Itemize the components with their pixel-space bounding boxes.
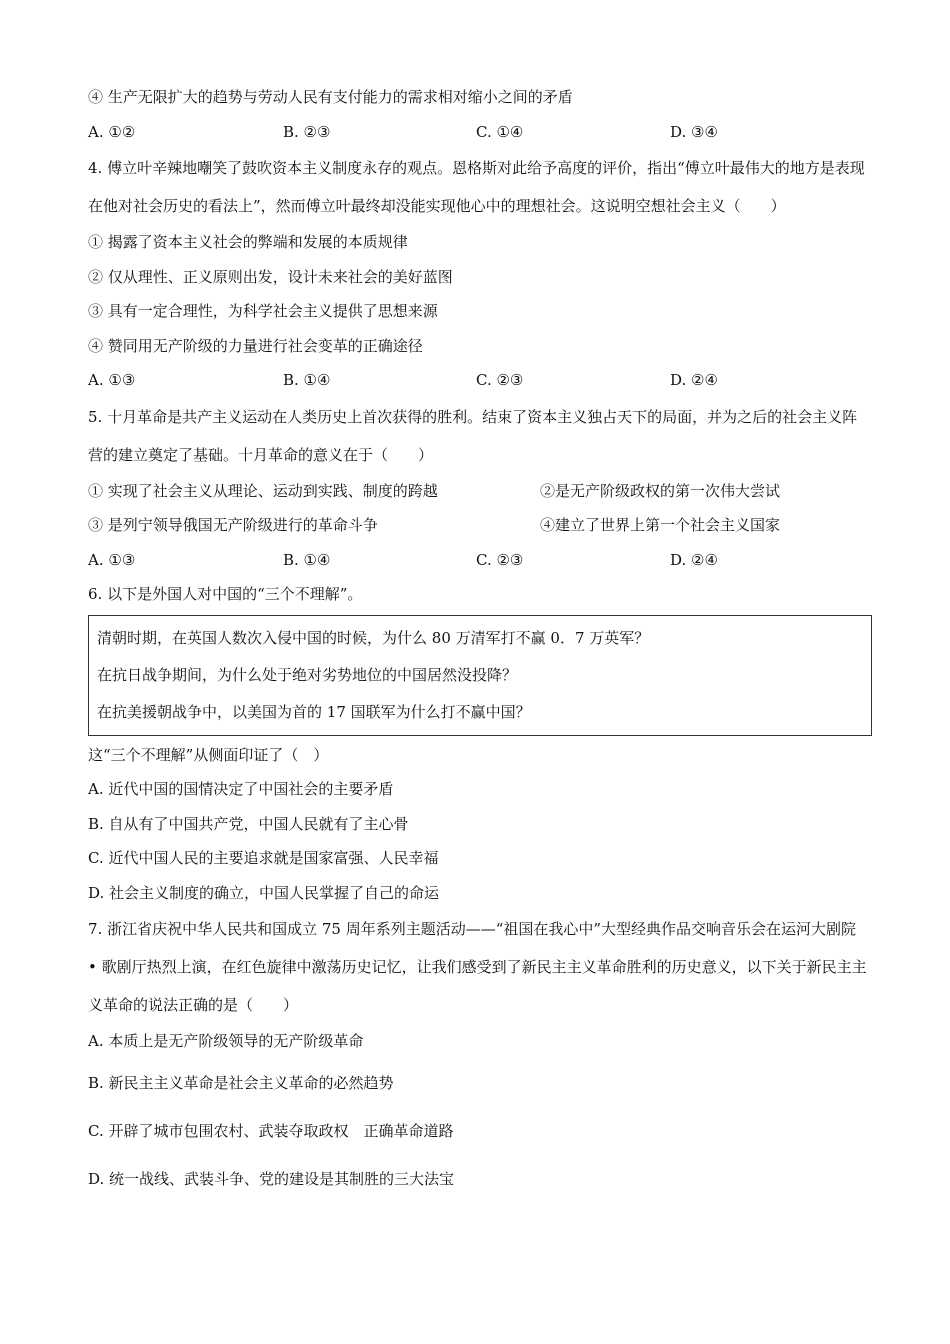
q6-box-line-2: 在抗日战争期间，为什么处于绝对劣势地位的中国居然没投降？	[97, 665, 518, 684]
q5-item-2: ②是无产阶级政权的第一次伟大尝试	[540, 481, 781, 500]
q7-stem: 7. 浙江省庆祝中华人民共和国成立 75 周年系列主题活动——“祖国在我心中”大型经典作品交响音乐会在运河大剧院 • 歌剧厅热烈上演，在红色旋律中激荡历史记忆，让我们感受到了新民主主义革命胜利的历史意义，以下关于新民主主义革命的说法正确的是（ ）	[88, 920, 867, 1014]
q4-options	[88, 363, 868, 398]
exam-page	[88, 80, 868, 1203]
q5-option-d[interactable]: D. ②④	[670, 550, 718, 569]
q3-option-c[interactable]: C. ①④	[476, 122, 524, 141]
q5-item-4: ④建立了世界上第一个社会主义国家	[540, 516, 781, 534]
q4-option-a[interactable]: A. ①③	[88, 371, 136, 389]
q7-option-a[interactable]: A. 本质上是无产阶级领导的无产阶级革命	[88, 1032, 364, 1050]
q6-option-c[interactable]: C. 近代中国人民的主要追求就是国家富强、人民幸福	[88, 849, 439, 867]
q5-option-c[interactable]: C. ②③	[476, 550, 524, 569]
q4-option-b[interactable]: B. ①④	[283, 371, 331, 389]
q4-item-4: ④ 赞同用无产阶级的力量进行社会变革的正确途径	[88, 336, 423, 355]
q4-item-3: ③ 具有一定合理性，为科学社会主义提供了思想来源	[88, 302, 438, 320]
q6-option-b[interactable]: B. 自从有了中国共产党，中国人民就有了主心骨	[88, 814, 409, 833]
q7-option-d[interactable]: D. 统一战线、武装斗争、党的建设是其制胜的三大法宝	[88, 1169, 455, 1188]
q6-box-line-3: 在抗美援朝战争中，以美国为首的 17 国联军为什么打不赢中国？	[97, 702, 531, 721]
q5-item-3: ③ 是列宁领导俄国无产阶级进行的革命斗争	[88, 516, 378, 534]
q4-option-c[interactable]: C. ②③	[476, 371, 524, 389]
q3-option-d[interactable]: D. ③④	[670, 122, 718, 141]
q5-items-row-1	[88, 474, 868, 509]
q3-options	[88, 115, 868, 150]
q3-item-4: ④ 生产无限扩大的趋势与劳动人民有支付能力的需求相对缩小之间的矛盾	[88, 88, 573, 106]
q4-item-2: ② 仅从理性、正义原则出发，设计未来社会的美好蓝图	[88, 267, 453, 286]
q5-options	[88, 543, 868, 578]
q3-option-b[interactable]: B. ②③	[283, 122, 331, 141]
q5-items-row-2	[88, 508, 868, 543]
q3-option-a[interactable]: A. ①②	[88, 122, 136, 141]
q6-stem: 6. 以下是外国人对中国的“三个不理解”。	[88, 585, 363, 603]
q6-question: 这“三个不理解”从侧面印证了（ ）	[88, 745, 329, 764]
q5-option-a[interactable]: A. ①③	[88, 550, 136, 569]
q6-box-line-1: 清朝时期，在英国人数次入侵中国的时候，为什么 80 万清军打不赢 0．7 万英军？	[97, 628, 650, 647]
q5-item-1: ① 实现了社会主义从理论、运动到实践、制度的跨越	[88, 481, 438, 500]
q5-option-b[interactable]: B. ①④	[283, 550, 331, 569]
q5-stem: 5. 十月革命是共产主义运动在人类历史上首次获得的胜利。结束了资本主义独占天下的局面，并为之后的社会主义阵营的建立奠定了基础。十月革命的意义在于（ ）	[88, 407, 858, 464]
q7-option-b[interactable]: B. 新民主主义革命是社会主义革命的必然趋势	[88, 1073, 394, 1092]
q6-material-box	[88, 615, 872, 736]
q6-option-d[interactable]: D. 社会主义制度的确立，中国人民掌握了自己的命运	[88, 883, 440, 902]
q7-option-c[interactable]: C. 开辟了城市包围农村、武装夺取政权 正确革命道路	[88, 1121, 454, 1140]
q4-stem: 4. 傅立叶辛辣地嘲笑了鼓吹资本主义制度永存的观点。恩格斯对此给予高度的评价，指出“傅立叶最伟大的地方是表现在他对社会历史的看法上”，然而傅立叶最终却没能实现他心中的理想社会。这说明空想社会主义（ ）	[88, 159, 865, 215]
q4-option-d[interactable]: D. ②④	[670, 371, 718, 389]
q4-item-1: ① 揭露了资本主义社会的弊端和发展的本质规律	[88, 233, 408, 251]
q6-option-a[interactable]: A. 近代中国的国情决定了中国社会的主要矛盾	[88, 780, 394, 798]
